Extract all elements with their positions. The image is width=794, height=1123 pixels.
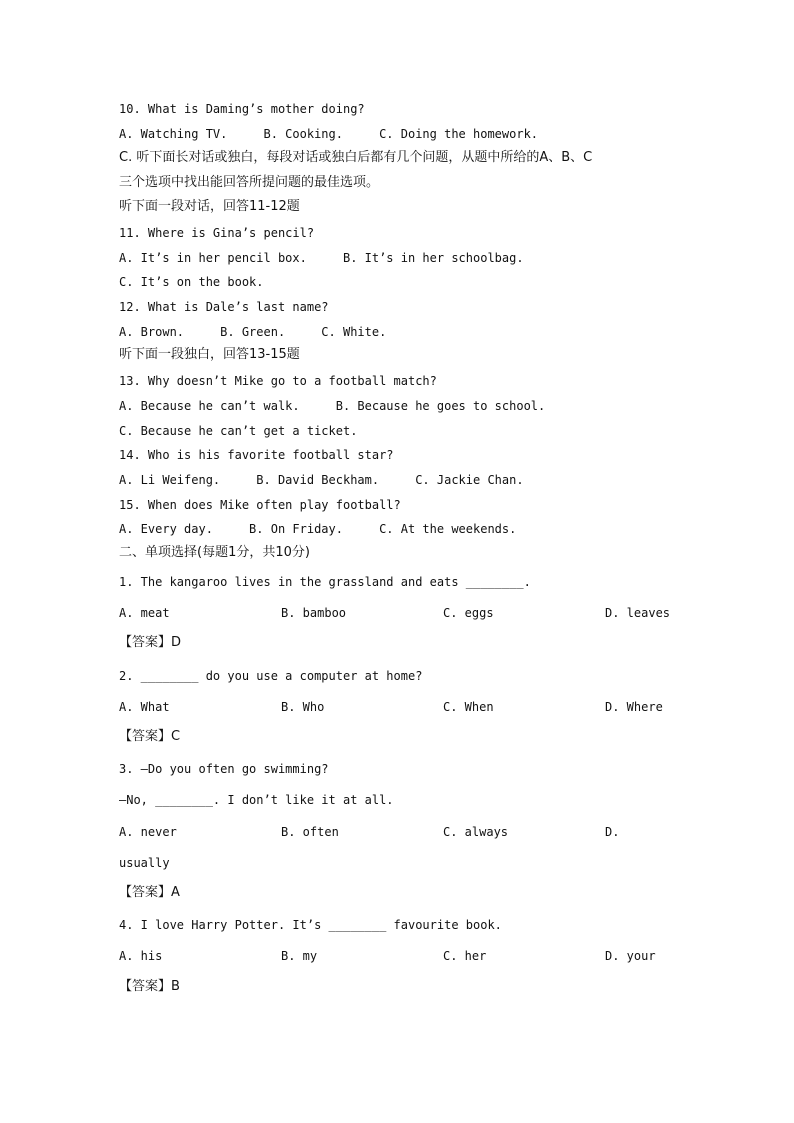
sc-q1-option-a: A. meat: [119, 606, 170, 620]
question-15: 15. When does Mike often play football?: [119, 498, 401, 512]
sc-question-2: 2. ________ do you use a computer at home?: [119, 669, 423, 683]
question-11-options-line2: C. It’s on the book.: [119, 275, 264, 289]
question-12-options: A. Brown. B. Green. C. White.: [119, 325, 387, 339]
question-15-options: A. Every day. B. On Friday. C. At the weekends.: [119, 522, 517, 536]
question-13-options-line1: A. Because he can’t walk. B. Because he goes to school.: [119, 399, 546, 413]
question-14: 14. Who is his favorite football star?: [119, 448, 394, 462]
sc-q1-answer: 【答案】D: [119, 635, 182, 650]
sc-q2-option-a: A. What: [119, 700, 170, 714]
section-c-instruction-line2: 三个选项中找出能回答所提问题的最佳选项。: [119, 175, 380, 190]
sc-q4-answer: 【答案】B: [119, 979, 180, 994]
question-11: 11. Where is Gina’s pencil?: [119, 226, 315, 240]
sc-q4-option-d: D. your: [605, 949, 656, 963]
question-10: 10. What is Daming’s mother doing?: [119, 102, 365, 116]
sc-q2-option-d: D. Where: [605, 700, 663, 714]
section-c-instruction-line1: C. 听下面长对话或独白，每段对话或独白后都有几个问题，从题中所给的A、B、C: [119, 150, 593, 165]
sc-question-1: 1. The kangaroo lives in the grassland and eats ________.: [119, 575, 531, 589]
question-13-options-line2: C. Because he can’t get a ticket.: [119, 424, 358, 438]
sc-q3-answer: 【答案】A: [119, 885, 180, 900]
sc-q2-option-b: B. Who: [281, 700, 325, 714]
sc-q2-option-c: C. When: [443, 700, 494, 714]
sc-q3-option-a: A. never: [119, 825, 177, 839]
question-10-options: A. Watching TV. B. Cooking. C. Doing the homework.: [119, 127, 539, 141]
sc-q2-answer: 【答案】C: [119, 729, 181, 744]
sc-q4-option-c: C. her: [443, 949, 487, 963]
sc-q3-option-d-wrap: usually: [119, 856, 170, 870]
sc-q1-option-c: C. eggs: [443, 606, 494, 620]
sc-q3-option-d: D.: [605, 825, 620, 839]
sc-question-4: 4. I love Harry Potter. It’s ________ favourite book.: [119, 918, 502, 932]
question-13: 13. Why doesn’t Mike go to a football match?: [119, 374, 437, 388]
sc-q3-option-b: B. often: [281, 825, 339, 839]
sc-q1-option-d: D. leaves: [605, 606, 671, 620]
question-14-options: A. Li Weifeng. B. David Beckham. C. Jackie Chan.: [119, 473, 524, 487]
sc-question-3: 3. —Do you often go swimming?: [119, 762, 329, 776]
sc-q3-reply: —No, ________. I don’t like it at all.: [119, 793, 394, 807]
sc-q3-option-c: C. always: [443, 825, 509, 839]
monologue-intro: 听下面一段独白，回答13-15题: [119, 347, 300, 362]
question-12: 12. What is Dale’s last name?: [119, 300, 329, 314]
sc-q4-option-a: A. his: [119, 949, 163, 963]
dialogue-intro: 听下面一段对话，回答11-12题: [119, 199, 300, 214]
question-11-options-line1: A. It’s in her pencil box. B. It’s in her schoolbag.: [119, 251, 524, 265]
sc-q1-option-b: B. bamboo: [281, 606, 347, 620]
sc-q4-option-b: B. my: [281, 949, 318, 963]
single-choice-heading: 二、单项选择(每题1分，共10分): [119, 545, 310, 560]
